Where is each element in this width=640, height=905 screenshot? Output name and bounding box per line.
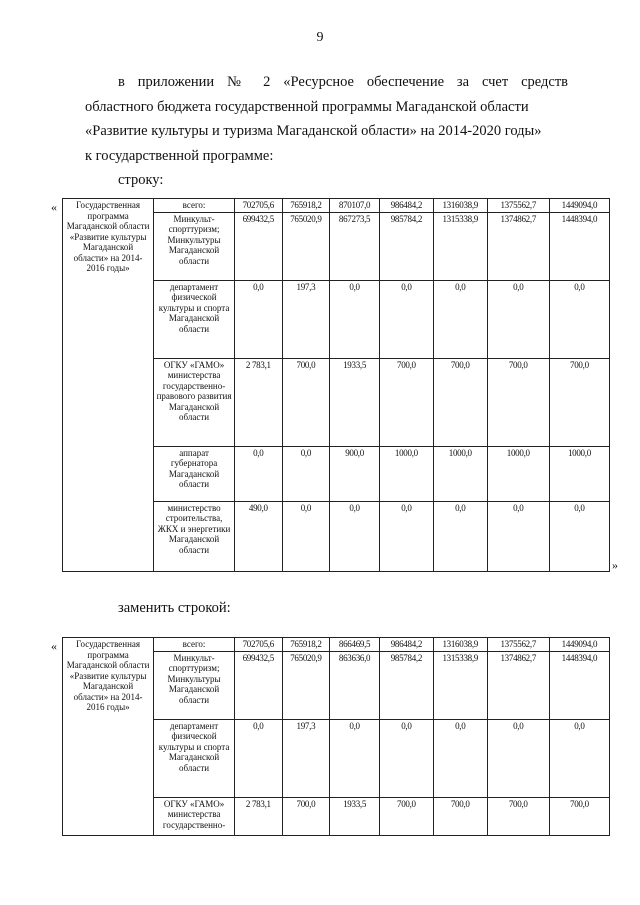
executor-cell: Минкульт-спорттуризм; Минкультуры Магаданской области [154, 651, 235, 719]
amount-cell: 1448394,0 [549, 212, 609, 280]
amount-cell: 1374862,7 [487, 212, 549, 280]
amount-cell: 700,0 [282, 358, 330, 446]
replacement-row-table [62, 637, 610, 836]
amount-cell: 1374862,7 [487, 651, 549, 719]
amount-cell: 0,0 [549, 501, 609, 571]
amount-cell: 699432,5 [234, 212, 282, 280]
amount-cell: 197,3 [282, 280, 330, 358]
amount-cell: 0,0 [330, 280, 380, 358]
amount-cell: 765020,9 [282, 212, 330, 280]
intro-paragraph [85, 70, 568, 168]
amount-cell: 986484,2 [379, 199, 433, 213]
table-row [63, 199, 610, 213]
amount-cell: 985784,2 [379, 651, 433, 719]
amount-cell: 1375562,7 [487, 199, 549, 213]
amount-cell: 0,0 [379, 501, 433, 571]
executor-cell: Минкульт-спорттуризм; Минкультуры Магаданской области [154, 212, 235, 280]
executor-cell: департамент физической культуры и спорта Магаданской области [154, 280, 235, 358]
intro-line: в приложении № 2 «Ресурсное обеспечение за счет средств [118, 74, 568, 90]
amount-cell: 197,3 [282, 719, 330, 797]
amount-cell: 765020,9 [282, 651, 330, 719]
table-row [63, 638, 610, 652]
amount-cell: 702705,6 [234, 638, 282, 652]
executor-cell: всего: [154, 199, 235, 213]
program-name-cell: Государственная программа Магаданской области «Развитие культуры Магаданской области» на 2014-2016 годы» [63, 199, 154, 572]
amount-cell: 863636,0 [330, 651, 380, 719]
amount-cell: 702705,6 [234, 199, 282, 213]
amount-cell: 1449094,0 [549, 638, 609, 652]
amount-cell: 1316038,9 [433, 199, 487, 213]
amount-cell: 986484,2 [379, 638, 433, 652]
executor-cell: аппарат губернатора Магаданской области [154, 446, 235, 501]
executor-cell: всего: [154, 638, 235, 652]
amount-cell: 700,0 [379, 797, 433, 835]
intro-line: к государственной программе: [85, 147, 274, 164]
close-quote: » [612, 558, 618, 572]
amount-cell: 0,0 [379, 280, 433, 358]
amount-cell: 0,0 [234, 446, 282, 501]
amount-cell: 0,0 [234, 719, 282, 797]
amount-cell: 1449094,0 [549, 199, 609, 213]
amount-cell: 1315338,9 [433, 651, 487, 719]
row-label: строку: [118, 172, 164, 188]
program-name-cell: Государственная программа Магаданской области «Развитие культуры Магаданской области» на 2014-2016 годы» [63, 638, 154, 836]
executor-cell: департамент физической культуры и спорта Магаданской области [154, 719, 235, 797]
amount-cell: 0,0 [234, 280, 282, 358]
amount-cell: 866469,5 [330, 638, 380, 652]
amount-cell: 0,0 [282, 501, 330, 571]
amount-cell: 765918,2 [282, 638, 330, 652]
executor-cell: ОГКУ «ГАМО» министерства государственно- [154, 797, 235, 835]
intro-line: «Развитие культуры и туризма Магаданской области» на 2014-2020 годы» [85, 123, 542, 139]
amount-cell: 700,0 [549, 358, 609, 446]
amount-cell: 0,0 [549, 719, 609, 797]
amount-cell: 0,0 [487, 501, 549, 571]
amount-cell: 0,0 [487, 280, 549, 358]
amount-cell: 985784,2 [379, 212, 433, 280]
amount-cell: 1448394,0 [549, 651, 609, 719]
amount-cell: 870107,0 [330, 199, 380, 213]
amount-cell: 765918,2 [282, 199, 330, 213]
replace-label: заменить строкой: [118, 600, 231, 616]
amount-cell: 700,0 [487, 797, 549, 835]
amount-cell: 1933,5 [330, 358, 380, 446]
amount-cell: 0,0 [433, 501, 487, 571]
amount-cell: 700,0 [549, 797, 609, 835]
amount-cell: 867273,5 [330, 212, 380, 280]
amount-cell: 1316038,9 [433, 638, 487, 652]
amount-cell: 0,0 [549, 280, 609, 358]
amount-cell: 1000,0 [433, 446, 487, 501]
amount-cell: 2 783,1 [234, 358, 282, 446]
amount-cell: 0,0 [487, 719, 549, 797]
amount-cell: 0,0 [433, 280, 487, 358]
amount-cell: 490,0 [234, 501, 282, 571]
amount-cell: 1000,0 [379, 446, 433, 501]
executor-cell: министерство строительства, ЖКХ и энергетики Магаданской области [154, 501, 235, 571]
amount-cell: 0,0 [282, 446, 330, 501]
intro-line: областного бюджета государственной программы Магаданской области [85, 98, 529, 115]
amount-cell: 700,0 [282, 797, 330, 835]
page-number: 9 [316, 30, 324, 45]
open-quote: « [51, 639, 57, 653]
original-row-table [62, 198, 610, 572]
amount-cell: 0,0 [379, 719, 433, 797]
amount-cell: 0,0 [330, 719, 380, 797]
amount-cell: 700,0 [487, 358, 549, 446]
amount-cell: 0,0 [433, 719, 487, 797]
amount-cell: 0,0 [330, 501, 380, 571]
amount-cell: 1933,5 [330, 797, 380, 835]
amount-cell: 2 783,1 [234, 797, 282, 835]
amount-cell: 700,0 [433, 797, 487, 835]
amount-cell: 1000,0 [487, 446, 549, 501]
amount-cell: 900,0 [330, 446, 380, 501]
amount-cell: 699432,5 [234, 651, 282, 719]
open-quote: « [51, 200, 57, 214]
amount-cell: 1315338,9 [433, 212, 487, 280]
amount-cell: 1375562,7 [487, 638, 549, 652]
amount-cell: 700,0 [433, 358, 487, 446]
executor-cell: ОГКУ «ГАМО» министерства государственно-правового развития Магаданской области [154, 358, 235, 446]
amount-cell: 1000,0 [549, 446, 609, 501]
amount-cell: 700,0 [379, 358, 433, 446]
